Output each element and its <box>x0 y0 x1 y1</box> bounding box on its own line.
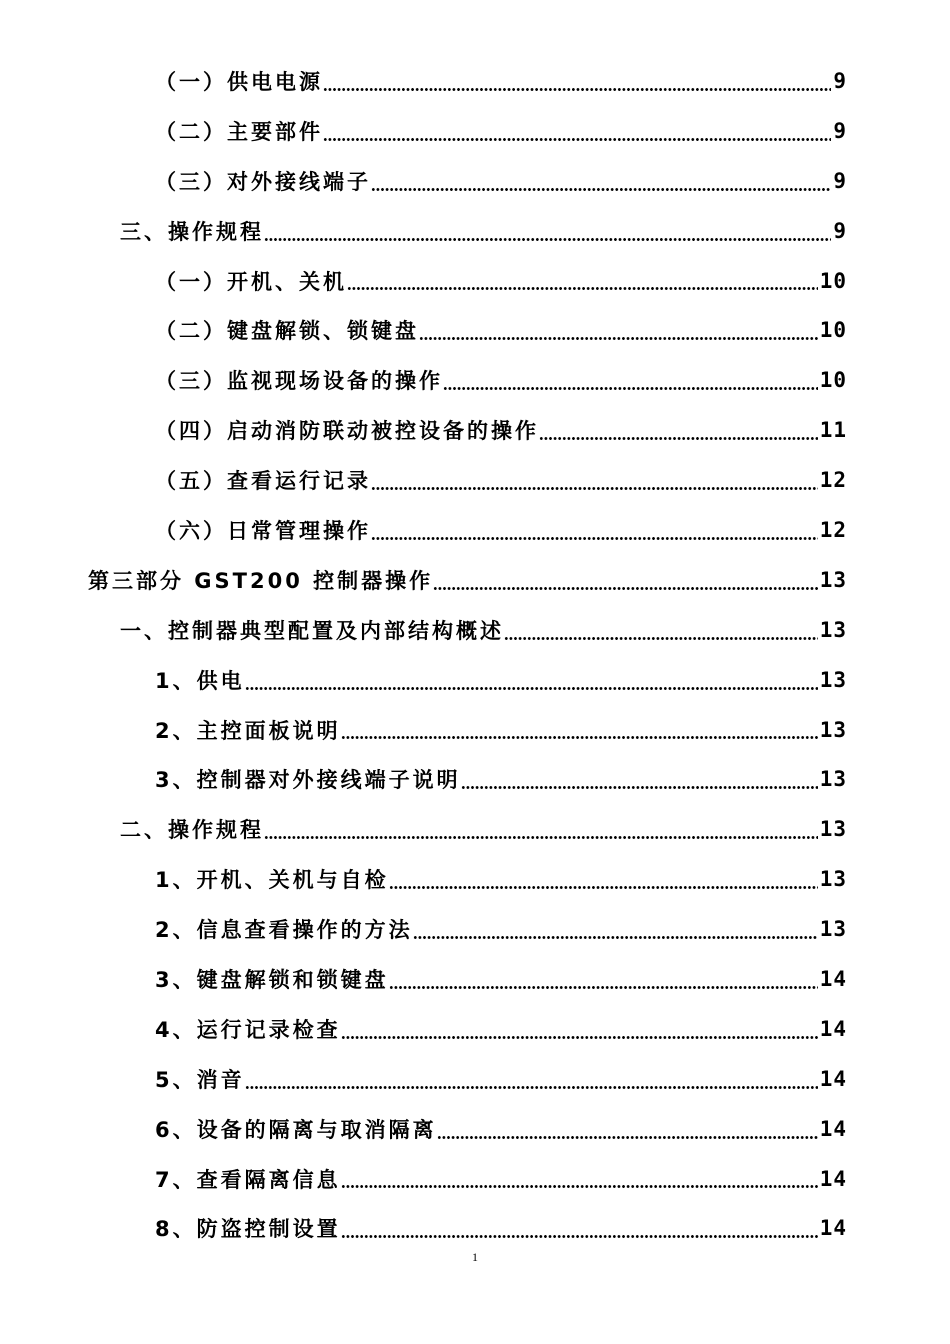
toc-dot-leader <box>341 736 818 739</box>
toc-dot-leader <box>347 287 818 290</box>
toc-entry-page: 14 <box>819 966 847 991</box>
toc-dot-leader <box>504 637 818 640</box>
toc-entry[interactable] <box>0 705 950 755</box>
toc-dot-leader <box>371 188 831 191</box>
toc-entry[interactable] <box>0 804 950 854</box>
toc-dot-leader <box>371 487 818 490</box>
toc-entry-page: 10 <box>819 318 847 343</box>
toc-entry[interactable] <box>0 1104 950 1154</box>
footer-page-number: 1 <box>472 1250 478 1264</box>
toc-dot-leader <box>341 1036 818 1039</box>
toc-dot-leader <box>323 138 831 141</box>
toc-entry[interactable] <box>0 754 950 804</box>
toc-entry-page: 13 <box>819 917 847 942</box>
toc-dot-leader <box>433 587 818 590</box>
toc-entry-page: 13 <box>819 667 847 692</box>
table-of-contents <box>0 56 950 1253</box>
toc-entry[interactable] <box>0 56 950 106</box>
toc-entry-page: 13 <box>819 567 847 592</box>
toc-entry[interactable] <box>0 1203 950 1253</box>
toc-entry-title: 8、防盗控制设置 <box>155 1217 341 1242</box>
toc-entry[interactable] <box>0 555 950 605</box>
toc-dot-leader <box>419 337 818 340</box>
toc-dot-leader <box>461 786 818 789</box>
toc-entry[interactable] <box>0 505 950 555</box>
toc-entry[interactable] <box>0 256 950 306</box>
toc-entry-title: 三、操作规程 <box>120 219 264 244</box>
toc-dot-leader <box>389 986 818 989</box>
toc-entry[interactable] <box>0 206 950 256</box>
toc-entry-title: 3、控制器对外接线端子说明 <box>155 768 461 793</box>
toc-dot-leader <box>539 437 818 440</box>
toc-entry-page: 9 <box>833 218 847 243</box>
toc-dot-leader <box>443 387 818 390</box>
toc-entry-title: （二）主要部件 <box>155 119 323 144</box>
toc-entry-page: 9 <box>833 168 847 193</box>
toc-entry-page: 13 <box>819 617 847 642</box>
toc-entry-page: 14 <box>819 1166 847 1191</box>
toc-dot-leader <box>341 1235 818 1238</box>
toc-entry[interactable] <box>0 854 950 904</box>
toc-dot-leader <box>341 1185 818 1188</box>
toc-entry[interactable] <box>0 655 950 705</box>
toc-dot-leader <box>264 238 831 241</box>
toc-entry-title: （三）对外接线端子 <box>155 169 371 194</box>
toc-entry-page: 13 <box>819 767 847 792</box>
toc-entry-page: 14 <box>819 1066 847 1091</box>
toc-dot-leader <box>413 936 818 939</box>
toc-entry-title: 1、供电 <box>155 668 245 693</box>
toc-entry-page: 11 <box>819 418 847 443</box>
toc-entry-page: 10 <box>819 268 847 293</box>
toc-entry-title: （一）开机、关机 <box>155 269 347 294</box>
toc-entry-title: 第三部分 GST200 控制器操作 <box>88 568 434 593</box>
toc-entry-title: （四）启动消防联动被控设备的操作 <box>155 419 539 444</box>
toc-dot-leader <box>323 88 831 91</box>
toc-entry-title: 7、查看隔离信息 <box>155 1167 341 1192</box>
toc-entry[interactable] <box>0 605 950 655</box>
toc-entry-title: （一）供电电源 <box>155 69 323 94</box>
toc-dot-leader <box>371 537 818 540</box>
toc-entry-page: 10 <box>819 368 847 393</box>
toc-entry-title: （五）查看运行记录 <box>155 469 371 494</box>
toc-entry[interactable] <box>0 954 950 1004</box>
toc-entry[interactable] <box>0 1154 950 1204</box>
toc-entry-title: （二）键盘解锁、锁键盘 <box>155 319 419 344</box>
toc-entry[interactable] <box>0 305 950 355</box>
toc-entry-page: 9 <box>833 118 847 143</box>
toc-dot-leader <box>245 1086 818 1089</box>
toc-entry[interactable] <box>0 1004 950 1054</box>
toc-entry-title: 1、开机、关机与自检 <box>155 868 389 893</box>
toc-entry-page: 14 <box>819 1216 847 1241</box>
toc-entry-title: 二、操作规程 <box>120 818 264 843</box>
toc-entry-page: 12 <box>819 468 847 493</box>
toc-entry[interactable] <box>0 355 950 405</box>
toc-entry-title: 2、主控面板说明 <box>155 718 341 743</box>
toc-entry[interactable] <box>0 1054 950 1104</box>
toc-entry[interactable] <box>0 156 950 206</box>
toc-entry-page: 14 <box>819 1116 847 1141</box>
toc-entry-title: （三）监视现场设备的操作 <box>155 369 443 394</box>
toc-entry-page: 13 <box>819 867 847 892</box>
toc-dot-leader <box>389 886 818 889</box>
toc-entry-title: 6、设备的隔离与取消隔离 <box>155 1117 437 1142</box>
toc-entry-title: 2、信息查看操作的方法 <box>155 918 413 943</box>
toc-dot-leader <box>437 1136 818 1139</box>
toc-entry-page: 13 <box>819 717 847 742</box>
toc-entry[interactable] <box>0 106 950 156</box>
toc-entry-title: 4、运行记录检查 <box>155 1017 341 1042</box>
toc-entry-page: 13 <box>819 817 847 842</box>
toc-entry-page: 12 <box>819 517 847 542</box>
toc-entry[interactable] <box>0 455 950 505</box>
toc-entry-title: 一、控制器典型配置及内部结构概述 <box>120 618 504 643</box>
toc-entry-page: 14 <box>819 1016 847 1041</box>
toc-entry[interactable] <box>0 904 950 954</box>
toc-entry-title: 3、键盘解锁和锁键盘 <box>155 967 389 992</box>
toc-entry-page: 9 <box>833 68 847 93</box>
toc-dot-leader <box>245 687 818 690</box>
toc-dot-leader <box>264 836 818 839</box>
toc-entry-title: （六）日常管理操作 <box>155 518 371 543</box>
toc-entry-title: 5、消音 <box>155 1067 245 1092</box>
toc-entry[interactable] <box>0 405 950 455</box>
